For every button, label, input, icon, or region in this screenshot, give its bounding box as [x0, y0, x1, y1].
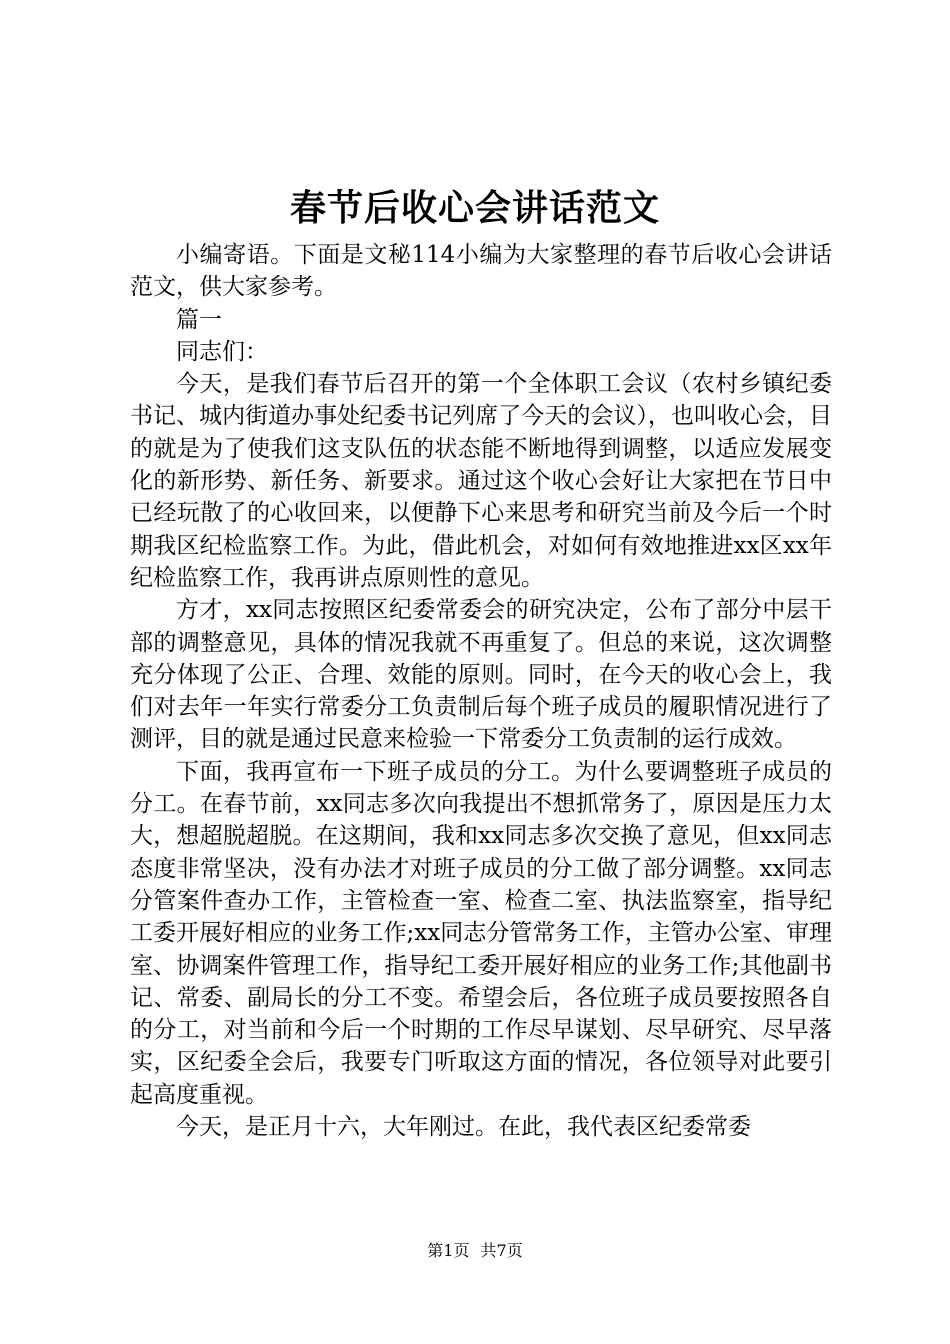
page-footer: [0, 1240, 950, 1262]
page-total: 共7页: [480, 1241, 523, 1260]
document-body: [130, 239, 832, 1143]
page-number: 第1页: [427, 1241, 470, 1260]
body-paragraph: 下面，我再宣布一下班子成员的分工。为什么要调整班子成员的分工。在春节前，xx同志多次向我提出不想抓常务了，原因是压力太大，想超脱超脱。在这期间，我和xx同志多次交换了意见，但xx同志态度非常坚决，没有办法才对班子成员的分工做了部分调整。xx同志分管案件查办工作，主管检查一室、检查二室、执法监察室，指导纪工委开展好相应的业务工作;xx同志分管常务工作，主管办公室、审理室、协调案件管理工作，指导纪工委开展好相应的业务工作;其他副书记、常委、副局长的分工不变。希望会后，各位班子成员要按照各自的分工，对当前和今后一个时期的工作尽早谋划、尽早研究、尽早落实，区纪委全会后，我要专门听取这方面的情况，各位领导对此要引起高度重视。: [130, 758, 832, 1108]
body-paragraph: 今天，是正月十六，大年刚过。在此，我代表区纪委常委: [176, 1114, 751, 1141]
body-paragraph: 方才，xx同志按照区纪委常委会的研究决定，公布了部分中层干部的调整意见，具体的情况我就不再重复了。但总的来说，这次调整充分体现了公正、合理、效能的原则。同时，在今天的收心会上，我们对去年一年实行常委分工负责制后每个班子成员的履职情况进行了测评，目的就是通过民意来检验一下常委分工负责制的运行成效。: [130, 597, 832, 753]
document-title: 春节后收心会讲话范文: [289, 187, 660, 229]
body-paragraph: 今天，是我们春节后召开的第一个全体职工会议（农村乡镇纪委书记、城内街道办事处纪委书记列席了今天的会议），也叫收心会，目的就是为了使我们这支队伍的状态能不断地得到调整，以适应发展变化的新形势、新任务、新要求。通过这个收心会好让大家把在节日中已经玩散了的心收回来，以便静下心来思考和研究当前及今后一个时期我区纪检监察工作。为此，借此机会，对如何有效地推进xx区xx年纪检监察工作，我再讲点原则性的意见。: [130, 371, 832, 591]
salutation: 同志们：: [176, 338, 268, 365]
intro-paragraph: 小编寄语。下面是文秘114小编为大家整理的春节后收心会讲话范文，供大家参考。: [130, 242, 832, 301]
section-heading: 篇一: [176, 306, 222, 333]
